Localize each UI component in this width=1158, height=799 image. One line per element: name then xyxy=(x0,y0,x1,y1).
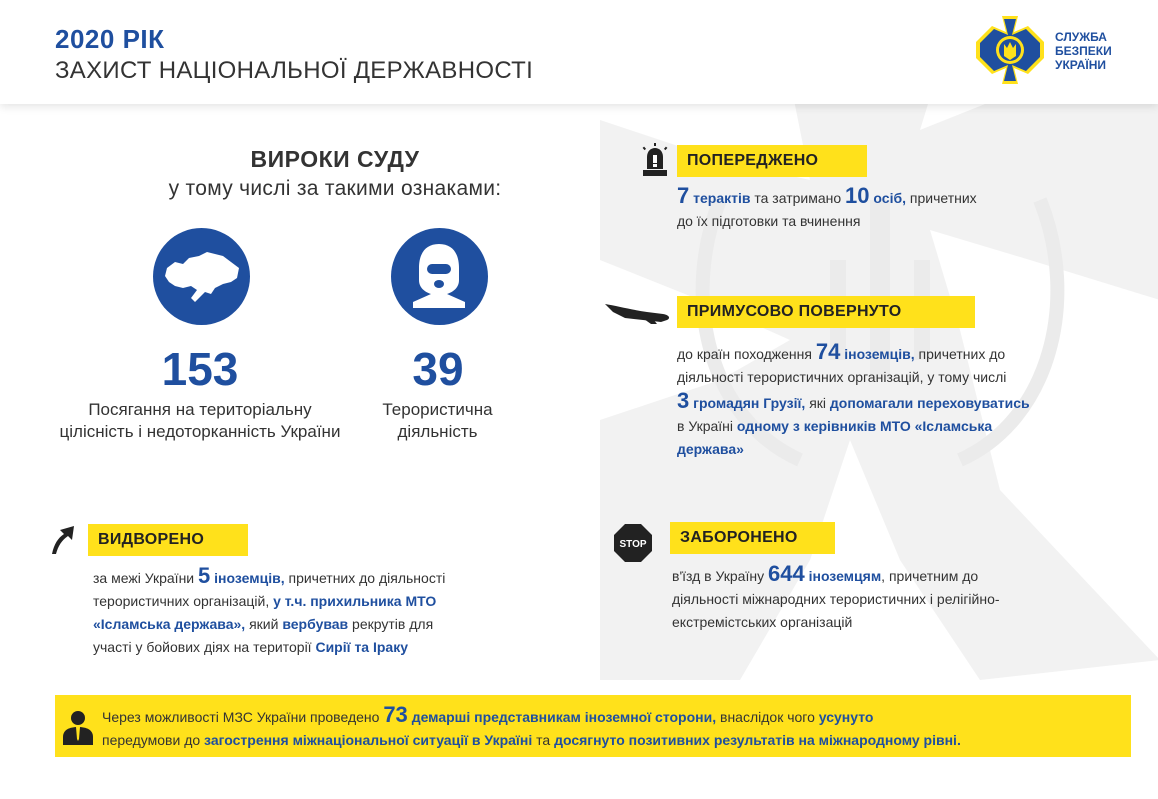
expelled-text-1: за межі України xyxy=(93,570,199,586)
attacks-word: терактів xyxy=(693,190,751,206)
balaclava-icon xyxy=(391,228,488,325)
terrorist-activity-caption: Терористична діяльність xyxy=(382,400,493,441)
syria-iraq-word: Сирії та Іраку xyxy=(315,639,409,655)
stop-sign-text: STOP xyxy=(619,539,647,550)
returned-text-4: в Україні xyxy=(677,418,737,434)
expelled-label: ВИДВОРЕНО xyxy=(88,524,248,556)
banned-text xyxy=(672,562,1112,634)
arrow-up-icon xyxy=(48,524,76,556)
expelled-text-4: який xyxy=(245,616,283,632)
banned-text-1: в'їзд в Україну xyxy=(672,568,768,584)
foreigners-word: іноземців, xyxy=(844,346,915,362)
persons-word: осіб, xyxy=(873,190,907,206)
helped-hide-word: допомагали переховуватись xyxy=(829,395,1030,411)
stop-sign-icon xyxy=(613,523,653,563)
returned-label: ПРИМУСОВО ПОВЕРНУТО xyxy=(677,296,975,328)
terrorist-activity-count: 39 xyxy=(412,343,464,395)
logo-line-2: БЕЗПЕКИ xyxy=(1055,44,1112,58)
banned-line-2: діяльності міжнародних терористичних і релігійно- xyxy=(672,591,1000,607)
isis-word: держава» xyxy=(677,441,744,457)
banned-line-3: екстремістських організацій xyxy=(672,614,853,630)
isis-name-word: «Ісламська держава», xyxy=(93,616,246,632)
returned-text-1: до країн походження xyxy=(677,346,816,362)
expelled-count: 5 xyxy=(198,563,211,588)
bottom-text-4: та xyxy=(532,732,555,748)
isis-leader-word: одному з керівників МТО «Ісламська xyxy=(736,418,993,434)
prevented-label: ПОПЕРЕДЖЕНО xyxy=(677,145,867,177)
demarches-text xyxy=(102,703,1132,752)
expelled-text-6: участі у бойових діях на території xyxy=(93,639,316,655)
banned-text-2: , причетним до xyxy=(881,568,979,584)
expelled-text-5: рекрутів для xyxy=(348,616,434,632)
attacks-count: 7 xyxy=(677,183,690,208)
bottom-text-1: Через можливості МЗС України проведено xyxy=(102,709,384,725)
page-subtitle: ЗАХИСТ НАЦІОНАЛЬНОЇ ДЕРЖАВНОСТІ xyxy=(55,57,534,84)
expelled-foreigners-word: іноземців, xyxy=(214,570,285,586)
recruited-word: вербував xyxy=(282,616,349,632)
expelled-text-2: причетних до діяльності xyxy=(284,570,446,586)
demarches-count: 73 xyxy=(383,702,408,727)
expelled-text xyxy=(93,564,533,659)
georgians-word: громадян Грузії, xyxy=(693,395,806,411)
territorial-integrity-count: 153 xyxy=(161,343,239,395)
bottom-text-2: внаслідок чого xyxy=(716,709,819,725)
returned-text xyxy=(677,340,1117,461)
verdicts-title: ВИРОКИ СУДУ xyxy=(250,146,420,172)
prevented-text xyxy=(677,184,1117,233)
logo-line-3: УКРАЇНИ xyxy=(1055,58,1107,72)
returned-text-3: які xyxy=(805,395,830,411)
isis-supporter-word: у т.ч. прихильника МТО xyxy=(273,593,437,609)
territorial-integrity-caption: Посягання на територіальну цілісність і недоторканність України xyxy=(59,400,341,441)
eliminated-word: усунуто xyxy=(818,709,874,725)
escalation-word: загострення міжнаціональної ситуації в Україні xyxy=(204,732,533,748)
demarches-word: демарші представникам іноземної сторони, xyxy=(411,709,717,725)
prevented-line-2: до їх підготовки та вчинення xyxy=(677,213,861,229)
verdicts-subtitle: у тому числі за такими ознаками: xyxy=(168,177,502,200)
georgians-count: 3 xyxy=(677,388,690,413)
diplomat-icon xyxy=(60,709,96,745)
sbu-emblem-icon xyxy=(974,14,1046,86)
alarm-light-icon xyxy=(641,143,669,177)
returned-line-2: діяльності терористичних організацій, у тому числі xyxy=(677,369,1007,385)
detained-count: 10 xyxy=(845,183,870,208)
sbu-logo-text xyxy=(1055,30,1112,72)
ukraine-map-icon xyxy=(153,228,250,325)
prevented-text-2: причетних xyxy=(906,190,977,206)
airplane-icon xyxy=(603,298,671,326)
prevented-text-1: та затримано xyxy=(750,190,846,206)
positive-results-word: досягнуто позитивних результатів на міжнародному рівні. xyxy=(554,732,961,748)
banned-foreigners-word: іноземцям xyxy=(808,568,882,584)
banned-count: 644 xyxy=(767,561,805,586)
banned-label: ЗАБОРОНЕНО xyxy=(670,522,835,554)
bottom-text-3: передумови до xyxy=(102,732,205,748)
logo-line-1: СЛУЖБА xyxy=(1055,30,1107,44)
returned-text-2: причетних до xyxy=(914,346,1006,362)
expelled-text-3: терористичних організацій, xyxy=(93,593,274,609)
page-year-title: 2020 РІК xyxy=(55,24,165,54)
returned-count: 74 xyxy=(815,339,841,364)
